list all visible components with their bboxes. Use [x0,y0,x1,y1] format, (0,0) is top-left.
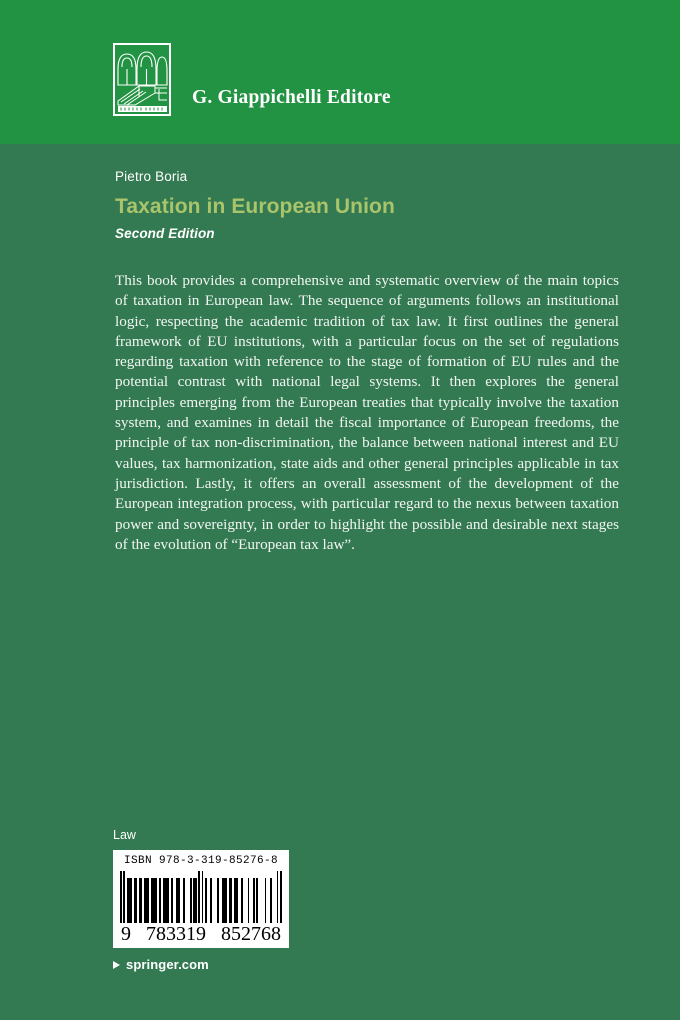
isbn-barcode [113,850,289,948]
publisher-name: G. Giappichelli Editore [192,87,391,108]
book-title: Taxation in European Union [115,195,395,218]
barcode-digit-group-left: 783319 [146,923,206,945]
edition-label: Second Edition [115,226,215,241]
author-name: Pietro Boria [115,169,188,184]
subject-category-label: Law [113,828,136,842]
publisher-branding [113,43,391,116]
isbn-text: ISBN 978-3-319-85276-8 [123,855,279,867]
barcode-digits [119,923,283,944]
bottom-info-zone [113,828,413,972]
publisher-banner [0,0,680,144]
springer-website-line[interactable] [113,957,413,972]
barcode-digit-group-right: 852768 [221,923,281,945]
book-description: This book provides a comprehensive and systematic overview of the main topics of taxation in European law. The sequence of arguments follows an institutional logic, respecting the academic tradition of tax law. It first outlines the general framework of EU institutions, with a particular focus on the set of regulations regarding taxation with reference to the stage of formation of EU rules and the potential contrast with national legal systems. It then explores the general principles emerging from the European treaties that typically involve the taxation system, and examines in detail the fiscal importance of European freedoms, the principle of tax non-discrimination, the balance between national interest and EU values, tax harmonization, state aids and other general principles applicable in tax jurisdiction. Lastly, it offers an overall assessment of the development of the European integration process, with particular regard to the nexus between taxation power and sovereignty, in order to highlight the possible and desirable next stages of the evolution of “European tax law”. [115,272,619,553]
giappichelli-arches-logo-icon [113,43,171,116]
barcode-digit-first: 9 [121,923,131,945]
title-block [115,168,620,242]
barcode-bars [119,871,283,923]
springer-website-label: springer.com [126,957,209,972]
play-triangle-icon [113,961,120,969]
